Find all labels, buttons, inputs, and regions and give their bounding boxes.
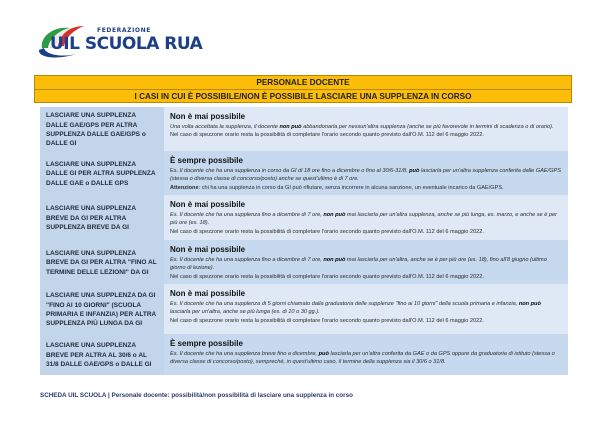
example-pre: Una volta accettata la supplenza, il docente (170, 124, 280, 130)
verdict-text: Non è mai possibile (170, 200, 246, 209)
table-row (40, 240, 568, 284)
table-row (40, 195, 568, 240)
logo-brand-name: UIL SCUOLA RUA (50, 34, 203, 54)
uil-scuola-logo (36, 18, 203, 60)
example-bold: non può (323, 212, 346, 218)
table-header (34, 75, 572, 103)
example-bold: può (318, 351, 329, 357)
header-subtitle: I CASI IN CUI È POSSIBILE/NON È POSSIBILE LASCIARE UNA SUPPLENZA IN CORSO (35, 89, 571, 102)
case-detail (164, 107, 568, 151)
case-label: LASCIARE UNA SUPPLENZA BREVE DA GI PER ALTRA "FINO AL TERMINE DELLE LEZIONI" DA GI (40, 240, 164, 284)
example-post: lasciarla per un'altra, anche se più lunga (es. di 10 o 30 gg.). (170, 309, 320, 316)
verdict-text: È sempre possibile (170, 156, 243, 165)
logo-federation-label: FEDERAZIONE (97, 27, 151, 34)
case-label: LASCIARE UNA SUPPLENZA DALLE GI PER ALTRA SUPPLENZA DALLE GAE o DALLE GPS (40, 151, 164, 195)
verdict-text: È sempre possibile (170, 339, 243, 348)
example-bold: non può (279, 124, 302, 130)
example-post: abbandonarla per nessun'altra supplenza (anche se più favorevole in termini di scadenza o di orario). (301, 124, 554, 130)
case-label: LASCIARE UNA SUPPLENZA BREVE PER ALTRA AL 30/6 o AL 31/8 DALLE GAE/GPS o DALLE GI (40, 334, 164, 375)
case-label: LASCIARE UNA SUPPLENZA BREVE DA GI PER ALTRA SUPPLENZA BREVE DA GI (40, 195, 164, 240)
note-bold: Attenzione (170, 184, 199, 191)
note-text: Nel caso di spezzone orario resta la possibilità di completare l'orario secondo quanto previsto dall'O.M. 112 del 6 maggio 2022. (170, 317, 484, 324)
table-row (40, 334, 568, 375)
example-pre: Es. Il docente che ha una supplenza fino a dicembre di 7 ore, (170, 212, 324, 218)
example-post: lasciarla per un'altra supplenza conferita dalle GAE/GPS (stessa o diversa classe di concorso/posto) anche se quest'ultimo è di 7 ore. (170, 168, 562, 183)
case-label: LASCIARE UNA SUPPLENZA DALLE GAE/GPS PER ALTRA SUPPLENZA DALLE GAE/GPS o DALLE GI (40, 107, 164, 151)
example-text (170, 211, 562, 228)
note-body: : chi ha una supplenza in corso da GI può rifiutare, senza incorrere in alcuna sanzione, un eventuale incarico da GAE/GPS. (198, 184, 504, 191)
note-text: Nel caso di spezzone orario resta la possibilità di completare l'orario secondo quanto previsto dall'O.M. 112 del 6 maggio 2022. (170, 228, 484, 235)
example-text (170, 300, 562, 317)
verdict-text: Non è mai possibile (170, 289, 246, 298)
note-text (170, 184, 562, 192)
example-pre: Il docente che ha una supplenza in corso da GI di 18 ore fino a dicembre o fino al 30/6-31/8, (179, 168, 410, 174)
table-row (40, 151, 568, 195)
example-pre: Es. Il docente che ha una supplenza di 5 giorni chiamato dalla graduatoria delle supplenze "fino ai 10 giorni" della scuola primaria e infanzia, (170, 301, 519, 307)
case-detail (164, 334, 568, 375)
case-detail (164, 284, 568, 334)
example-prefix: Es. (170, 168, 180, 174)
example-pre: Es. Il docente che ha una supplenza fino a dicembre di 7 ore, (170, 257, 324, 263)
table-row (40, 284, 568, 334)
example-post: mai lasciarla per un'altra, anche se è per più ore (es. 18), fino all'8 giugno (ultimo giorno di lezione). (170, 257, 547, 272)
example-post: mai lasciarla per un'altra supplenza, anche se più lunga, es. marzo, e anche se è per più ore (es. 18). (170, 212, 557, 227)
example-pre: Es. Il docente che ha una supplenza breve fino a dicembre, (170, 351, 319, 357)
example-text (170, 167, 562, 184)
example-text (170, 350, 562, 367)
example-bold: può (409, 168, 420, 174)
case-detail (164, 151, 568, 195)
case-detail (164, 240, 568, 284)
verdict-text: Non è mai possibile (170, 245, 246, 254)
example-post: lasciarla per un'altra conferita da GAE o da GPS oppure da graduatoria di istituto (stessa o diversa classe di concorso/posto), sempreché, in quest'ultimo caso, il termine della supplenza sia il 30/6 o 31/8. (170, 351, 555, 366)
verdict-text: Non è mai possibile (170, 112, 246, 121)
note-text: Nel caso di spezzone orario resta la possibilità di completare l'orario secondo quanto previsto dall'O.M. 112 del 6 maggio 2022. (170, 273, 484, 280)
example-text (170, 123, 562, 131)
example-bold: non può (518, 301, 541, 307)
example-bold: non può (323, 257, 346, 263)
note-text: Nel caso di spezzone orario resta la possibilità di completare l'orario secondo quanto previsto dall'O.M. 112 del 6 maggio 2022. (170, 132, 484, 139)
example-text (170, 256, 562, 273)
case-detail (164, 195, 568, 240)
case-label: LASCIARE UNA SUPPLENZA DA GI "FINO AI 10 GIORNI" (SCUOLA PRIMARIA E INFANZIA) PER ALTRA SUPPLENZA PIÙ LUNGA DA GI (40, 284, 164, 334)
table-row (40, 107, 568, 151)
footer-caption: SCHEDA UIL SCUOLA | Personale docente: possibilità/non possibilità di lasciare una supplenza in corso (40, 392, 353, 399)
cases-table (40, 107, 568, 375)
header-title: PERSONALE DOCENTE (256, 78, 350, 87)
